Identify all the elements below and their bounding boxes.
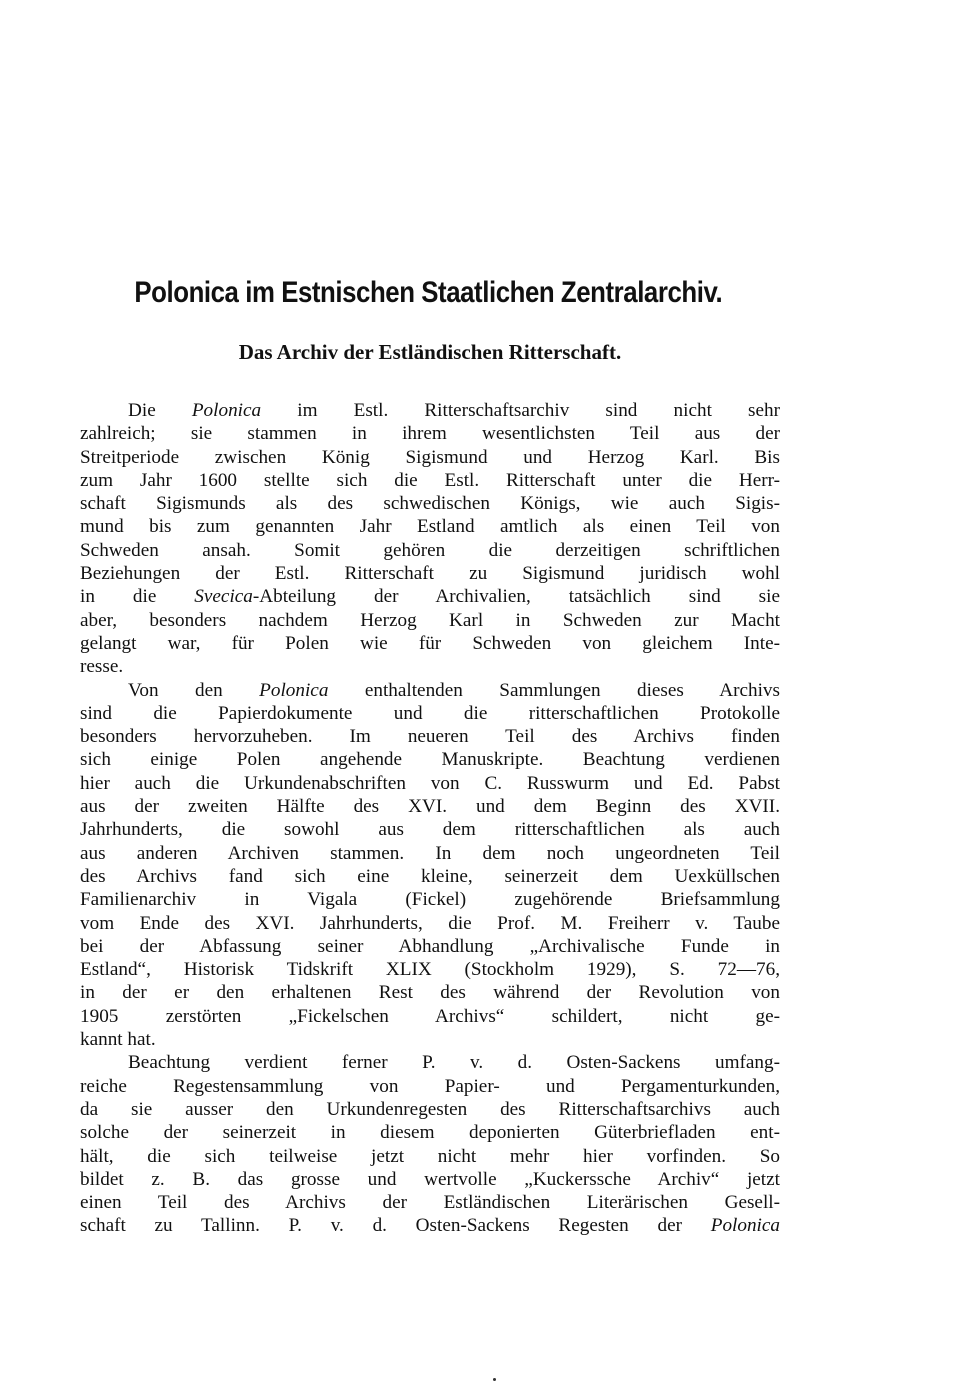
text-line: aus anderen Archiven stammen. In dem noch ungeordneten Teil <box>80 842 780 864</box>
text-line: mund bis zum genannten Jahr Estland amtlich als einen Teil von <box>80 516 780 538</box>
page-title: Polonica im Estnischen Staatlichen Zentralarchiv. <box>134 276 723 309</box>
text-line: bildet z. B. das grosse und wertvolle „Kuckerssche Archiv“ jetzt <box>80 1168 780 1190</box>
text-line: 1905 zerstörten „Fickelschen Archivs“ schildert, nicht ge- <box>80 1005 780 1027</box>
text-line: hier auch die Urkundenabschriften von C. Russwurm und Ed. Pabst <box>80 772 780 794</box>
text-line: besonders hervorzuheben. Im neueren Teil des Archivs finden <box>80 726 780 748</box>
text-line: schaft zu Tallinn. P. v. d. Osten-Sackens Regesten der Polonica <box>80 1215 780 1237</box>
text-line: in die Svecica-Abteilung der Archivalien, tatsächlich sind sie <box>80 586 780 608</box>
text-line: kannt hat. <box>80 1029 156 1051</box>
text-line: aber, besonders nachdem Herzog Karl in Schweden zur Macht <box>80 609 780 631</box>
text-line: aus der zweiten Hälfte des XVI. und dem Beginn des XVII. <box>80 796 780 818</box>
text-line: in der er den erhaltenen Rest des während der Revolution von <box>80 982 780 1004</box>
text-line: hält, die sich teilweise jetzt nicht mehr hier vorfinden. So <box>80 1145 780 1167</box>
text-line: solche der seinerzeit in diesem deponierten Güterbriefladen ent- <box>80 1122 780 1144</box>
text-line: Jahrhunderts, die sowohl aus dem ritterschaftlichen als auch <box>80 819 780 841</box>
text-line: zahlreich; sie stammen in ihrem wesentlichsten Teil aus der <box>80 423 780 445</box>
text-line: zum Jahr 1600 stellte sich die Estl. Ritterschaft unter die Herr- <box>80 469 780 491</box>
text-line: Beziehungen der Estl. Ritterschaft zu Sigismund juridisch wohl <box>80 563 780 585</box>
page-subtitle: Das Archiv der Estländischen Ritterschaft. <box>238 340 622 364</box>
text-line: Beachtung verdient ferner P. v. d. Osten-Sackens umfang- <box>128 1052 780 1074</box>
text-line: vom Ende des XVI. Jahrhunderts, die Prof. M. Freiherr v. Taube <box>80 912 780 934</box>
text-line: Familienarchiv in Vigala (Fickel) zugehörende Briefsammlung <box>80 889 780 911</box>
text-line: gelangt war, für Polen wie für Schweden von gleichem Inte- <box>80 632 780 654</box>
text-line: sind die Papierdokumente und die ritterschaftlichen Protokolle <box>80 702 780 724</box>
text-line: bei der Abfassung seiner Abhandlung „Archivalische Funde in <box>80 935 780 957</box>
text-line: Streitperiode zwischen König Sigismund und Herzog Karl. Bis <box>80 446 780 468</box>
print-speck <box>493 1378 496 1381</box>
text-line: des Archivs fand sich eine kleine, seinerzeit dem Uexküllschen <box>80 865 780 887</box>
text-line: Die Polonica im Estl. Ritterschaftsarchiv sind nicht sehr <box>128 400 780 421</box>
text-line: da sie ausser den Urkundenregesten des Ritterschaftsarchivs auch <box>80 1098 780 1120</box>
body-text <box>80 399 780 1238</box>
text-line: Estland“, Historisk Tidskrift XLIX (Stockholm 1929), S. 72—76, <box>80 959 780 981</box>
text-line: schaft Sigismunds als des schwedischen Königs, wie auch Sigis- <box>80 493 780 515</box>
text-line: Schweden ansah. Somit gehören die derzeitigen schriftlichen <box>80 539 780 561</box>
text-line: sich einige Polen angehende Manuskripte. Beachtung verdienen <box>80 749 780 771</box>
text-line: reiche Regestensammlung von Papier- und Pergamenturkunden, <box>80 1075 780 1097</box>
text-line: resse. <box>80 656 124 678</box>
text-line: Von den Polonica enthaltenden Sammlungen dieses Archivs <box>128 679 780 701</box>
text-line: einen Teil des Archivs der Estländischen Literärischen Gesell- <box>80 1192 780 1214</box>
